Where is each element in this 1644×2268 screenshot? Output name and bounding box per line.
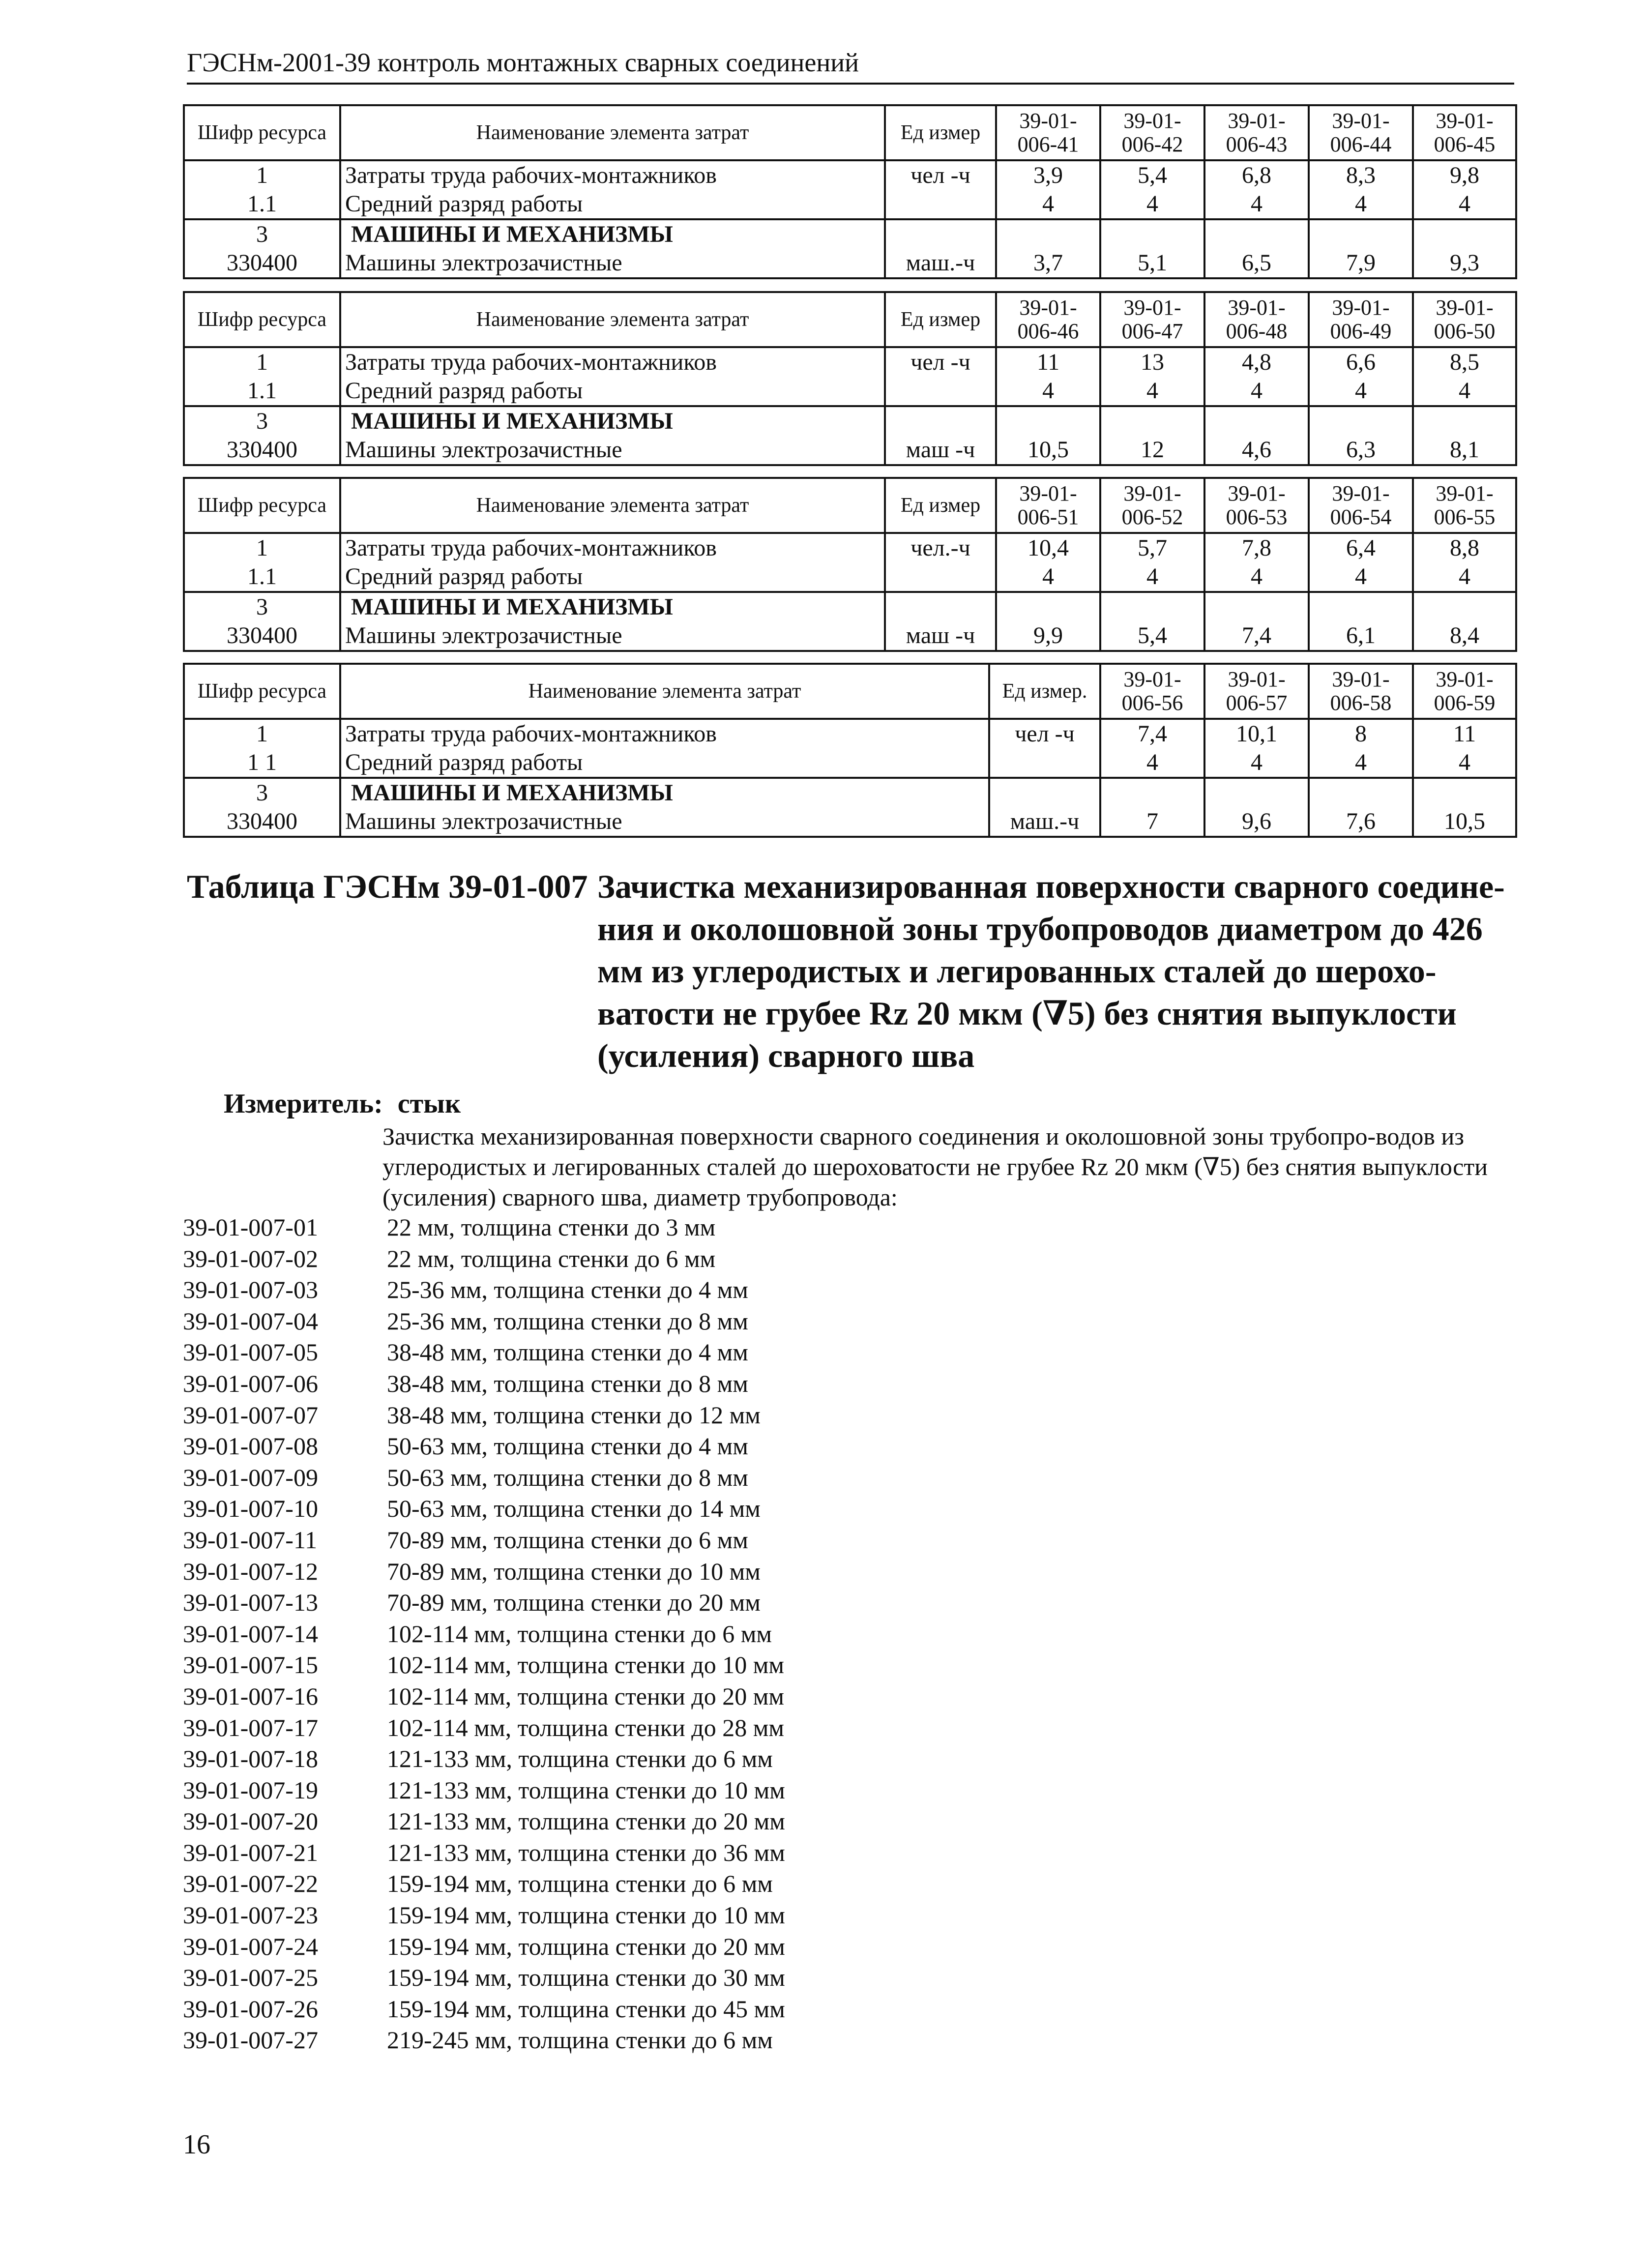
resource-value bbox=[996, 406, 1100, 436]
list-item bbox=[183, 1431, 785, 1462]
norm-code: 39-01-007-19 bbox=[183, 1776, 318, 1804]
norm-description: 38-48 мм, толщина стенки до 4 мм bbox=[387, 1338, 748, 1366]
header-code: Шифр ресурса bbox=[184, 664, 340, 719]
norm-code: 39-01-007-25 bbox=[183, 1964, 318, 1992]
table-row-machine bbox=[184, 436, 1516, 465]
list-item bbox=[183, 1368, 785, 1400]
resource-code: 3 bbox=[184, 219, 340, 249]
norm-description: 121-133 мм, толщина стенки до 10 мм bbox=[387, 1776, 785, 1804]
resource-code: 330400 bbox=[184, 621, 340, 651]
resource-code: 3 bbox=[184, 406, 340, 436]
header-norm-code: 39-01- 006-48 bbox=[1204, 292, 1309, 347]
resource-value bbox=[1413, 592, 1516, 621]
norm-code: 39-01-007-09 bbox=[183, 1463, 318, 1491]
norm-description: 159-194 мм, толщина стенки до 10 мм bbox=[387, 1901, 785, 1929]
list-item bbox=[183, 1775, 785, 1806]
resource-value bbox=[1309, 406, 1413, 436]
resource-value: 6,1 bbox=[1309, 621, 1413, 651]
resource-code: 1.1 bbox=[184, 377, 340, 406]
norm-code: 39-01-007-18 bbox=[183, 1745, 318, 1773]
header-norm-code: 39-01- 006-44 bbox=[1309, 105, 1413, 160]
header-unit: Ед измер. bbox=[989, 664, 1100, 719]
header-name: Наименование элемента затрат bbox=[340, 664, 989, 719]
header-norm-code: 39-01- 006-43 bbox=[1204, 105, 1309, 160]
resource-value: 9,8 bbox=[1413, 160, 1516, 190]
resource-unit: маш -ч bbox=[885, 621, 996, 651]
resource-value: 9,9 bbox=[996, 621, 1100, 651]
norm-description: 22 мм, толщина стенки до 3 мм bbox=[387, 1213, 716, 1241]
resource-value: 4 bbox=[996, 377, 1100, 406]
resource-table-3 bbox=[183, 477, 1517, 652]
norm-code: 39-01-007-01 bbox=[183, 1213, 318, 1241]
header-code: Шифр ресурса bbox=[184, 292, 340, 347]
resource-unit bbox=[989, 748, 1100, 778]
norm-description: 121-133 мм, толщина стенки до 20 мм bbox=[387, 1807, 785, 1835]
header-norm-code: 39-01- 006-46 bbox=[996, 292, 1100, 347]
resource-code: 3 bbox=[184, 592, 340, 621]
table-row-machine bbox=[184, 249, 1516, 278]
norm-description: 219-245 мм, толщина стенки до 6 мм bbox=[387, 2026, 773, 2054]
resource-value: 4 bbox=[1100, 377, 1204, 406]
header-norm-code: 39-01- 006-56 bbox=[1100, 664, 1204, 719]
resource-unit: чел -ч bbox=[989, 719, 1100, 748]
norm-code: 39-01-007-13 bbox=[183, 1589, 318, 1617]
norm-code: 39-01-007-21 bbox=[183, 1838, 318, 1866]
list-item bbox=[183, 1212, 785, 1243]
norm-description: 25-36 мм, толщина стенки до 4 мм bbox=[387, 1276, 748, 1304]
resource-name: Машины электрозачистные bbox=[340, 621, 885, 651]
norm-code: 39-01-007-06 bbox=[183, 1369, 318, 1397]
resource-value: 9,3 bbox=[1413, 249, 1516, 278]
resource-value: 4,6 bbox=[1204, 436, 1309, 465]
resource-value bbox=[1413, 406, 1516, 436]
list-item bbox=[183, 1931, 785, 1963]
header-norm-code: 39-01- 006-42 bbox=[1100, 105, 1204, 160]
section-title: МАШИНЫ И МЕХАНИЗМЫ bbox=[340, 406, 885, 436]
header-norm-code: 39-01- 006-54 bbox=[1309, 478, 1413, 533]
list-item bbox=[183, 1962, 785, 1994]
header-norm-code: 39-01- 006-49 bbox=[1309, 292, 1413, 347]
resource-value: 13 bbox=[1100, 347, 1204, 377]
norm-description: 50-63 мм, толщина стенки до 14 мм bbox=[387, 1495, 761, 1523]
resource-value bbox=[1309, 219, 1413, 249]
header-norm-code: 39-01- 006-51 bbox=[996, 478, 1100, 533]
norm-code: 39-01-007-12 bbox=[183, 1557, 318, 1585]
resource-table-4 bbox=[183, 663, 1517, 838]
resource-code: 1 bbox=[184, 719, 340, 748]
list-item bbox=[183, 2025, 785, 2056]
header-name: Наименование элемента затрат bbox=[340, 105, 885, 160]
list-item bbox=[183, 1868, 785, 1900]
resource-value: 6,3 bbox=[1309, 436, 1413, 465]
norm-code: 39-01-007-02 bbox=[183, 1244, 318, 1272]
resource-name: Средний разряд работы bbox=[340, 190, 885, 219]
resource-name: Затраты труда рабочих-монтажников bbox=[340, 160, 885, 190]
header-norm-code: 39-01- 006-41 bbox=[996, 105, 1100, 160]
norm-description: 38-48 мм, толщина стенки до 12 мм bbox=[387, 1401, 761, 1429]
list-item bbox=[183, 1837, 785, 1869]
norm-code: 39-01-007-04 bbox=[183, 1307, 318, 1335]
resource-value bbox=[1204, 592, 1309, 621]
list-item bbox=[183, 1712, 785, 1744]
table-header-row bbox=[184, 478, 1516, 533]
header-code: Шифр ресурса bbox=[184, 478, 340, 533]
resource-value: 8,1 bbox=[1413, 436, 1516, 465]
resource-value: 4 bbox=[1309, 190, 1413, 219]
section-title: МАШИНЫ И МЕХАНИЗМЫ bbox=[340, 219, 885, 249]
list-item bbox=[183, 1243, 785, 1275]
resource-value bbox=[1100, 778, 1204, 807]
resource-name: Машины электрозачистные bbox=[340, 249, 885, 278]
resource-code: 1.1 bbox=[184, 190, 340, 219]
table-row-machine bbox=[184, 621, 1516, 651]
norm-description: 102-114 мм, толщина стенки до 6 мм bbox=[387, 1620, 772, 1648]
list-item bbox=[183, 1462, 785, 1494]
meter-label: Измеритель: bbox=[224, 1089, 383, 1119]
resource-unit: чел -ч bbox=[885, 347, 996, 377]
resource-code: 330400 bbox=[184, 807, 340, 837]
resource-value bbox=[1204, 219, 1309, 249]
section-title: МАШИНЫ И МЕХАНИЗМЫ bbox=[340, 778, 989, 807]
header-norm-code: 39-01- 006-59 bbox=[1413, 664, 1516, 719]
header-name: Наименование элемента затрат bbox=[340, 292, 885, 347]
resource-value: 4 bbox=[1204, 562, 1309, 592]
resource-name: Затраты труда рабочих-монтажников bbox=[340, 719, 989, 748]
resource-value: 4 bbox=[1309, 562, 1413, 592]
norm-description: 50-63 мм, толщина стенки до 4 мм bbox=[387, 1432, 748, 1460]
header-code: Шифр ресурса bbox=[184, 105, 340, 160]
list-item bbox=[183, 1337, 785, 1368]
resource-name: Затраты труда рабочих-монтажников bbox=[340, 347, 885, 377]
norm-code: 39-01-007-27 bbox=[183, 2026, 318, 2054]
resource-code: 1 bbox=[184, 347, 340, 377]
resource-value: 11 bbox=[996, 347, 1100, 377]
page-number: 16 bbox=[183, 2129, 210, 2160]
resource-code: 1 bbox=[184, 160, 340, 190]
resource-value: 6,4 bbox=[1309, 533, 1413, 562]
norm-code-list bbox=[183, 1212, 785, 2056]
norm-code: 39-01-007-22 bbox=[183, 1870, 318, 1898]
norm-description: 159-194 мм, толщина стенки до 30 мм bbox=[387, 1964, 785, 1992]
resource-value: 4 bbox=[1413, 748, 1516, 778]
norm-description: 70-89 мм, толщина стенки до 20 мм bbox=[387, 1589, 761, 1617]
resource-value: 4 bbox=[1100, 562, 1204, 592]
list-item bbox=[183, 1649, 785, 1681]
resource-name: Средний разряд работы bbox=[340, 748, 989, 778]
resource-value: 7,4 bbox=[1100, 719, 1204, 748]
resource-value: 12 bbox=[1100, 436, 1204, 465]
norm-code: 39-01-007-14 bbox=[183, 1620, 318, 1648]
norm-code: 39-01-007-15 bbox=[183, 1651, 318, 1679]
section-title: МАШИНЫ И МЕХАНИЗМЫ bbox=[340, 592, 885, 621]
resource-value bbox=[996, 592, 1100, 621]
table-row-labor bbox=[184, 160, 1516, 190]
work-description: Зачистка механизированная поверхности сварного соединения и околошовной зоны трубопро-водов из углеродистых и легированных сталей до шероховатости не грубее Rz 20 мкм (∇5) без снятия выпуклости (усиления) сварного шва, диаметр трубопровода: bbox=[382, 1122, 1488, 1211]
norm-description: 22 мм, толщина стенки до 6 мм bbox=[387, 1244, 716, 1272]
table-header-row bbox=[184, 664, 1516, 719]
norm-code: 39-01-007-24 bbox=[183, 1932, 318, 1960]
header-unit: Ед измер bbox=[885, 105, 996, 160]
resource-value: 11 bbox=[1413, 719, 1516, 748]
table-row-section bbox=[184, 406, 1516, 436]
resource-value bbox=[996, 219, 1100, 249]
resource-value: 8,5 bbox=[1413, 347, 1516, 377]
table-row-grade bbox=[184, 190, 1516, 219]
list-item bbox=[183, 1556, 785, 1588]
norm-code: 39-01-007-10 bbox=[183, 1495, 318, 1523]
resource-name: Средний разряд работы bbox=[340, 377, 885, 406]
resource-value: 4 bbox=[1413, 377, 1516, 406]
resource-unit bbox=[885, 592, 996, 621]
resource-value: 7 bbox=[1100, 807, 1204, 837]
resource-value: 8,3 bbox=[1309, 160, 1413, 190]
norm-code: 39-01-007-20 bbox=[183, 1807, 318, 1835]
resource-value: 5,4 bbox=[1100, 160, 1204, 190]
norm-description: 159-194 мм, толщина стенки до 6 мм bbox=[387, 1870, 773, 1898]
norm-description: 159-194 мм, толщина стенки до 20 мм bbox=[387, 1932, 785, 1960]
resource-value: 5,7 bbox=[1100, 533, 1204, 562]
norm-code: 39-01-007-16 bbox=[183, 1682, 318, 1710]
resource-value bbox=[1309, 778, 1413, 807]
resource-code: 3 bbox=[184, 778, 340, 807]
resource-value: 10,4 bbox=[996, 533, 1100, 562]
resource-unit bbox=[989, 778, 1100, 807]
table-row-grade bbox=[184, 562, 1516, 592]
resource-unit: чел -ч bbox=[885, 160, 996, 190]
resource-value: 6,5 bbox=[1204, 249, 1309, 278]
resource-value bbox=[1100, 592, 1204, 621]
resource-value: 4,8 bbox=[1204, 347, 1309, 377]
resource-value: 4 bbox=[1100, 748, 1204, 778]
resource-unit bbox=[885, 190, 996, 219]
table-row-grade bbox=[184, 377, 1516, 406]
list-item bbox=[183, 1493, 785, 1525]
norm-description: 121-133 мм, толщина стенки до 6 мм bbox=[387, 1745, 773, 1773]
list-item bbox=[183, 1743, 785, 1775]
resource-table-1 bbox=[183, 104, 1517, 279]
list-item bbox=[183, 1681, 785, 1712]
resource-unit bbox=[885, 406, 996, 436]
resource-code: 1 bbox=[184, 533, 340, 562]
table-title-text: Зачистка механизированная поверхности сварного соедине-ния и околошовной зоны трубопроводов диаметром до 426 мм из углеродистых и легированных сталей до шерохо-ватости не грубее Rz 20 мкм (∇5) без снятия выпуклости (усиления) сварного шва bbox=[597, 868, 1505, 1074]
resource-value bbox=[1309, 592, 1413, 621]
resource-value: 4 bbox=[1413, 190, 1516, 219]
meter-value: стык bbox=[397, 1089, 461, 1119]
table-row-labor bbox=[184, 533, 1516, 562]
list-item bbox=[183, 1994, 785, 2025]
resource-code: 330400 bbox=[184, 436, 340, 465]
header-norm-code: 39-01- 006-52 bbox=[1100, 478, 1204, 533]
list-item bbox=[183, 1306, 785, 1337]
table-row-labor bbox=[184, 347, 1516, 377]
resource-code: 330400 bbox=[184, 249, 340, 278]
resource-value bbox=[1100, 406, 1204, 436]
resource-value: 10,5 bbox=[1413, 807, 1516, 837]
resource-value: 4 bbox=[1413, 562, 1516, 592]
resource-unit bbox=[885, 562, 996, 592]
header-norm-code: 39-01- 006-57 bbox=[1204, 664, 1309, 719]
list-item bbox=[183, 1619, 785, 1650]
resource-name: Машины электрозачистные bbox=[340, 436, 885, 465]
norm-description: 102-114 мм, толщина стенки до 20 мм bbox=[387, 1682, 785, 1710]
running-header: ГЭСНм-2001-39 контроль монтажных сварных соединений bbox=[187, 45, 1514, 85]
resource-code: 1 1 bbox=[184, 748, 340, 778]
table-row-machine bbox=[184, 807, 1516, 837]
norm-code: 39-01-007-23 bbox=[183, 1901, 318, 1929]
table-header-row bbox=[184, 292, 1516, 347]
header-norm-code: 39-01- 006-53 bbox=[1204, 478, 1309, 533]
resource-value: 8,8 bbox=[1413, 533, 1516, 562]
resource-value bbox=[1204, 406, 1309, 436]
table-title-number: Таблица ГЭСНм 39-01-007 bbox=[187, 868, 588, 905]
resource-unit bbox=[885, 219, 996, 249]
resource-value: 4 bbox=[996, 562, 1100, 592]
resource-code: 1.1 bbox=[184, 562, 340, 592]
resource-value: 10,5 bbox=[996, 436, 1100, 465]
resource-unit: маш.-ч bbox=[989, 807, 1100, 837]
header-norm-code: 39-01- 006-55 bbox=[1413, 478, 1516, 533]
resource-table-2 bbox=[183, 291, 1517, 466]
resource-value: 7,6 bbox=[1309, 807, 1413, 837]
header-unit: Ед измер bbox=[885, 292, 996, 347]
norm-code: 39-01-007-03 bbox=[183, 1276, 318, 1304]
resource-name: Средний разряд работы bbox=[340, 562, 885, 592]
norm-description: 159-194 мм, толщина стенки до 45 мм bbox=[387, 1995, 785, 2023]
norm-description: 70-89 мм, толщина стенки до 10 мм bbox=[387, 1557, 761, 1585]
resource-value: 4 bbox=[1204, 748, 1309, 778]
table-row-section bbox=[184, 219, 1516, 249]
list-item bbox=[183, 1400, 785, 1431]
resource-value: 3,9 bbox=[996, 160, 1100, 190]
norm-code: 39-01-007-17 bbox=[183, 1713, 318, 1741]
resource-value: 4 bbox=[1100, 190, 1204, 219]
norm-description: 70-89 мм, толщина стенки до 6 мм bbox=[387, 1526, 748, 1554]
table-row-labor bbox=[184, 719, 1516, 748]
resource-unit: чел.-ч bbox=[885, 533, 996, 562]
table-row-section bbox=[184, 778, 1516, 807]
resource-unit bbox=[885, 377, 996, 406]
resource-value: 5,4 bbox=[1100, 621, 1204, 651]
list-item bbox=[183, 1806, 785, 1837]
resource-value: 3,7 bbox=[996, 249, 1100, 278]
header-norm-code: 39-01- 006-58 bbox=[1309, 664, 1413, 719]
resource-name: Машины электрозачистные bbox=[340, 807, 989, 837]
norm-code: 39-01-007-07 bbox=[183, 1401, 318, 1429]
list-item bbox=[183, 1900, 785, 1931]
table-header-row bbox=[184, 105, 1516, 160]
header-unit: Ед измер bbox=[885, 478, 996, 533]
resource-value: 4 bbox=[1309, 377, 1413, 406]
resource-value: 4 bbox=[1204, 190, 1309, 219]
resource-value bbox=[1413, 219, 1516, 249]
meter-line bbox=[224, 1087, 461, 1121]
norm-code: 39-01-007-11 bbox=[183, 1526, 318, 1554]
resource-value: 8,4 bbox=[1413, 621, 1516, 651]
list-item bbox=[183, 1587, 785, 1619]
table-row-grade bbox=[184, 748, 1516, 778]
resource-value: 10,1 bbox=[1204, 719, 1309, 748]
resource-unit: маш.-ч bbox=[885, 249, 996, 278]
resource-value: 7,9 bbox=[1309, 249, 1413, 278]
resource-value: 4 bbox=[1204, 377, 1309, 406]
resource-value: 7,8 bbox=[1204, 533, 1309, 562]
norm-description: 38-48 мм, толщина стенки до 8 мм bbox=[387, 1369, 748, 1397]
resource-value: 6,6 bbox=[1309, 347, 1413, 377]
norm-code: 39-01-007-08 bbox=[183, 1432, 318, 1460]
resource-value: 4 bbox=[996, 190, 1100, 219]
resource-value bbox=[1413, 778, 1516, 807]
norm-description: 102-114 мм, толщина стенки до 28 мм bbox=[387, 1713, 785, 1741]
norm-description: 102-114 мм, толщина стенки до 10 мм bbox=[387, 1651, 785, 1679]
resource-value: 9,6 bbox=[1204, 807, 1309, 837]
header-norm-code: 39-01- 006-45 bbox=[1413, 105, 1516, 160]
resource-name: Затраты труда рабочих-монтажников bbox=[340, 533, 885, 562]
norm-code: 39-01-007-26 bbox=[183, 1995, 318, 2023]
header-norm-code: 39-01- 006-50 bbox=[1413, 292, 1516, 347]
list-item bbox=[183, 1525, 785, 1556]
resource-value bbox=[1100, 219, 1204, 249]
header-norm-code: 39-01- 006-47 bbox=[1100, 292, 1204, 347]
resource-value: 7,4 bbox=[1204, 621, 1309, 651]
list-item bbox=[183, 1274, 785, 1306]
resource-value: 5,1 bbox=[1100, 249, 1204, 278]
resource-value: 6,8 bbox=[1204, 160, 1309, 190]
header-name: Наименование элемента затрат bbox=[340, 478, 885, 533]
norm-code: 39-01-007-05 bbox=[183, 1338, 318, 1366]
resource-value bbox=[1204, 778, 1309, 807]
resource-value: 8 bbox=[1309, 719, 1413, 748]
norm-description: 121-133 мм, толщина стенки до 36 мм bbox=[387, 1838, 785, 1866]
norm-description: 25-36 мм, толщина стенки до 8 мм bbox=[387, 1307, 748, 1335]
norm-description: 50-63 мм, толщина стенки до 8 мм bbox=[387, 1463, 748, 1491]
table-row-section bbox=[184, 592, 1516, 621]
resource-value: 4 bbox=[1309, 748, 1413, 778]
resource-unit: маш -ч bbox=[885, 436, 996, 465]
